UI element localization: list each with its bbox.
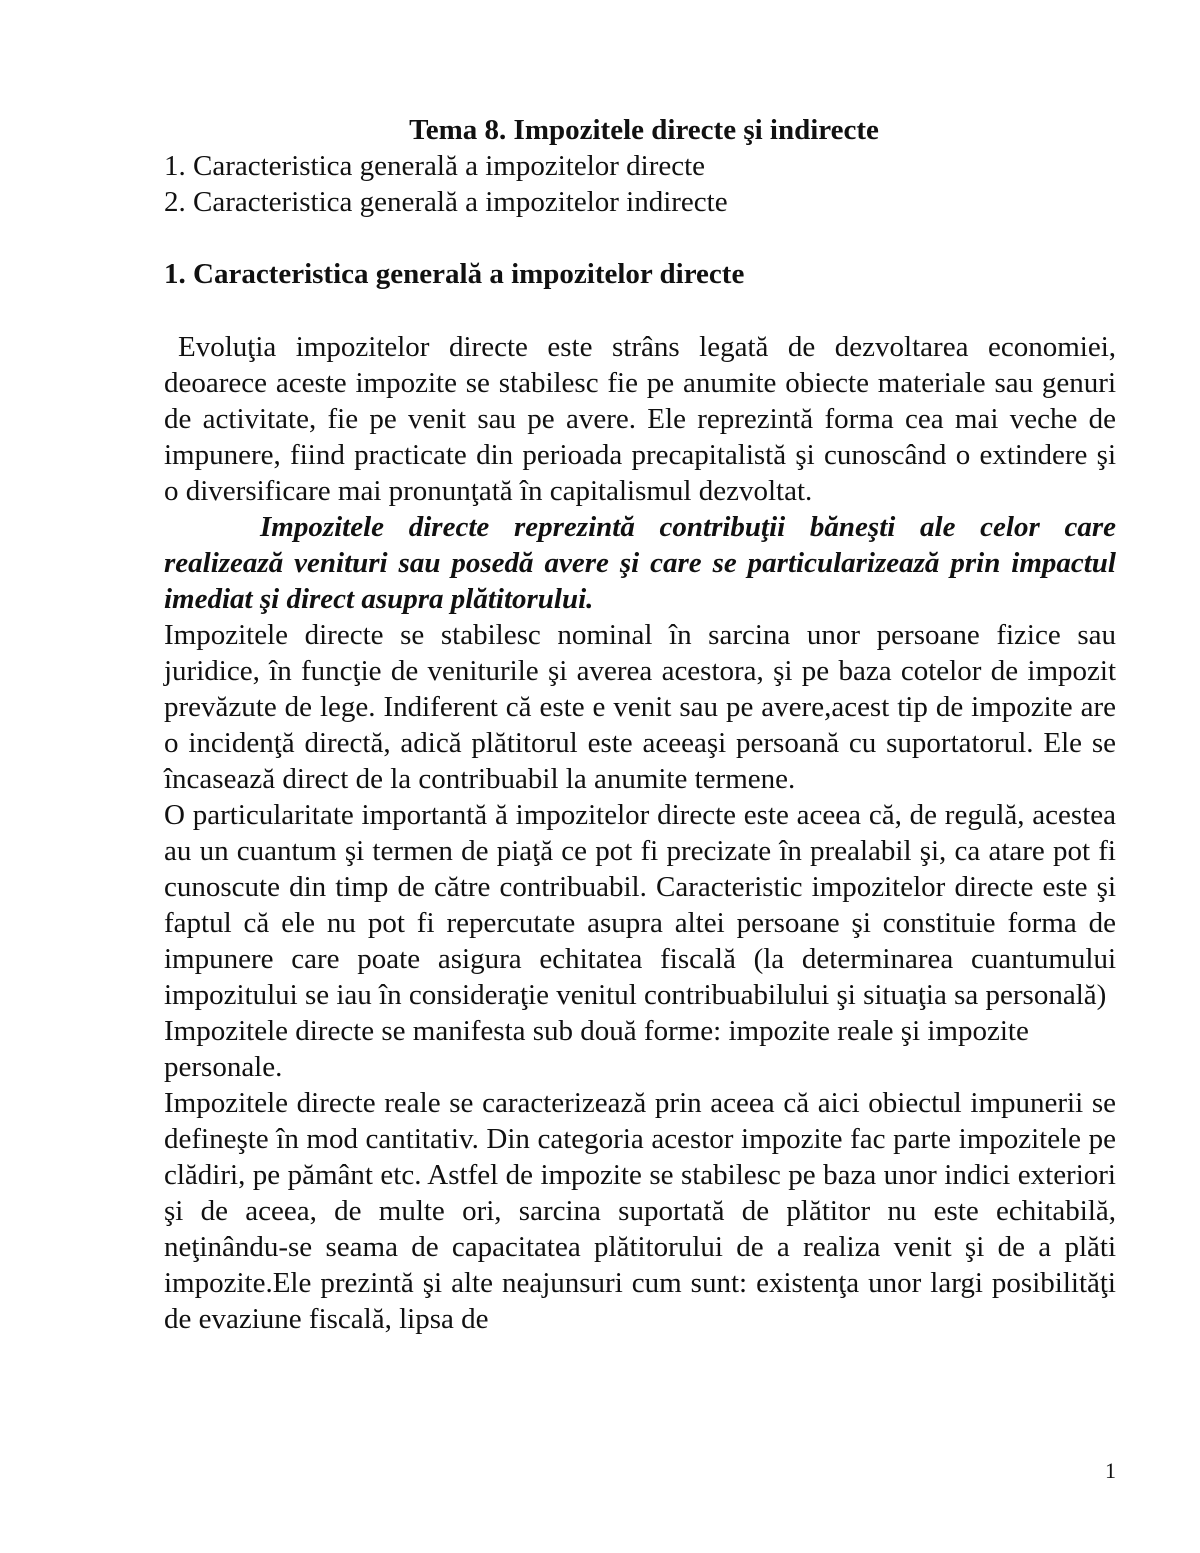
toc-item-2: 2. Caracteristica generală a impozitelor indirecte <box>164 186 728 218</box>
paragraph-forms: Impozitele directe se manifesta sub două forme: impozite reale şi impozite personale. <box>164 1015 1029 1083</box>
spacer <box>164 292 1116 329</box>
page-content <box>164 112 1116 1337</box>
section-heading: 1. Caracteristica generală a impozitelor directe <box>164 258 745 290</box>
toc-item-1: 1. Caracteristica generală a impozitelor directe <box>164 150 706 182</box>
page-number: 1 <box>1105 1458 1116 1483</box>
paragraph-particularity: O particularitate importantă ă impozitelor directe este aceea că, de regulă, acestea au un cuantum şi termen de piaţă ce pot fi precizate în prealabil şi, ca atare pot fi cunoscute din timp de către contribuabil. Caracteristic impozitelor directe este şi faptul că ele nu pot fi repercutate asupra altei persoane şi constituie forma de impunere care poate asigura echitatea fiscală (la determinarea cuantumului impozitului se iau în consideraţie venitul contribuabilului şi situaţia sa personală) <box>164 799 1116 1011</box>
paragraph-nominal: Impozitele directe se stabilesc nominal în sarcina unor persoane fizice sau juridice, în funcţie de veniturile şi averea acestora, şi pe baza cotelor de impozit prevăzute de lege. Indiferent că este e venit sau pe avere,acest tip de impozite are o incidenţă directă, adică plătitorul este aceeaşi persoană cu suportatorul. Ele se încasează direct de la contribuabil la anumite termene. <box>164 619 1116 795</box>
document-title: Tema 8. Impozitele directe şi indirecte <box>409 114 879 146</box>
spacer <box>164 220 1116 256</box>
paragraph-evolution: Evoluţia impozitelor directe este strâns legată de dezvoltarea economiei, deoarece aceste impozite se stabilesc fie pe anumite obiecte materiale sau genuri de activitate, fie pe venit sau pe avere. Ele reprezintă forma cea mai veche de impunere, fiind practicate din perioada precapitalistă şi cunoscând o extindere şi o diversificare mai pronunţată în capitalismul dezvoltat. <box>164 331 1116 507</box>
paragraph-real-taxes: Impozitele directe reale se caracterizează prin aceea că aici obiectul impunerii se defineşte în mod cantitativ. Din categoria acestor impozite fac parte impozitele pe clădiri, pe pământ etc. Astfel de impozite se stabilesc pe baza unor indici exteriori şi de aceea, de multe ori, sarcina suportată de plătitor nu este echitabilă, neţinându-se seama de capacitatea plătitorului de a realiza venit şi de a plăti impozite.Ele prezintă şi alte neajunsuri cum sunt: existenţa unor largi posibilităţi de evaziune fiscală, lipsa de <box>164 1087 1116 1335</box>
paragraph-definition: Impozitele directe reprezintă contribuţii băneşti ale celor care realizează venituri sau posedă avere şi care se particularizează prin impactul imediat şi direct asupra plătitorului. <box>164 511 1116 615</box>
